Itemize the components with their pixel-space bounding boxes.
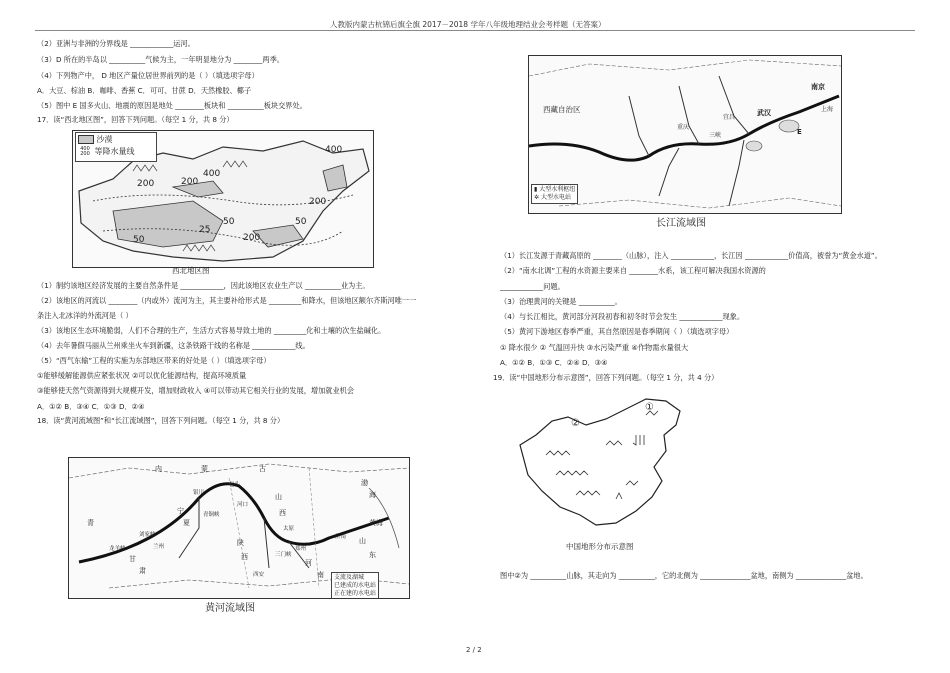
terrain-marker: ① (645, 402, 654, 413)
yangtze-place: 武汉 (757, 109, 771, 117)
yellow-river-map (68, 457, 410, 599)
china-terrain-map (516, 395, 696, 535)
q18-2: （2）“南水北调”工程的水资源主要来自 ________水系，该工程可解决我国水资源的 (500, 266, 766, 275)
legend-item: 已建成的水电站 (334, 582, 377, 589)
header-rule (35, 30, 915, 31)
legend-item (534, 194, 575, 202)
power-station-icon: ✲ (534, 194, 540, 201)
yellow-place: 南 (317, 571, 324, 579)
yellow-place: 青 (87, 519, 94, 527)
yellow-place: 夏 (183, 519, 190, 527)
q19-title: 19．读“中国地形分布示意图”，回答下列问题。（每空 1 分，共 4 分） (493, 373, 719, 382)
isohyet-label: 200 (181, 177, 199, 187)
isohyet-label: 400 (203, 169, 221, 179)
northwest-map (72, 130, 374, 268)
yellow-place: 黄海 (369, 519, 383, 527)
yellow-city: 济南 (335, 534, 347, 540)
yellow-city: 银川 (193, 490, 205, 496)
legend-fraction (78, 147, 92, 157)
terrain-marker: ② (571, 418, 580, 429)
q18-5: （5）黄河下游地区春季严重，其自然原因是春季期间（ ）（填选项字母） (500, 327, 734, 336)
yellow-place: 古 (259, 465, 266, 473)
legend-desert-label: 沙漠 (96, 135, 113, 144)
page-header: 人教版内蒙古杭锦后旗全旗 2017－2018 学年八年级地理结业会考样题（无答案） (330, 20, 606, 29)
yangtze-map (528, 55, 842, 214)
yellow-place: 山 (359, 537, 366, 545)
yellow-place: 肃 (139, 567, 146, 575)
q17-3: （3）该地区生态环境脆弱，人们不合理的生产，生活方式容易导致土地的 _________化和土壤的次生盐碱化。 (37, 326, 386, 335)
yellow-city: 刘家峡 (139, 532, 156, 538)
q17-4: （4）去年暑假马丽从兰州乘坐火车到新疆，这条铁路干线的名称是 ____________线。 (37, 341, 310, 350)
northwest-map-caption: 西北地区图 (172, 266, 210, 275)
yellow-city: 西安 (253, 572, 265, 578)
q16-2: （2）亚洲与非洲的分界线是 ____________运河。 (37, 39, 195, 48)
isohyet-label: 400 (325, 145, 343, 155)
legend-item: 支流及湖城 (334, 574, 365, 581)
yangtze-place: 宜昌 (723, 114, 736, 121)
yellow-place: 蒙 (201, 465, 208, 473)
isohyet-label: 25 (199, 225, 211, 235)
isohyet-label: 50 (295, 217, 307, 227)
q18-4: （4）与长江相比，黄河部分河段初春和初冬时节会发生 ____________现象。 (500, 312, 745, 321)
isohyet-label: 50 (223, 217, 235, 227)
yellow-city: 河口 (237, 502, 249, 508)
yellow-city: 三门峡 (275, 552, 292, 558)
yellow-city: 兰州 (153, 544, 165, 550)
yangtze-place: 重庆 (677, 124, 690, 131)
q17-2-cont: 条注入北冰洋的外流河是（ ） (37, 311, 133, 320)
q18-title: 18．读“黄河流域图”和“长江流域图”，回答下列问题。（每空 1 分，共 8 分） (37, 416, 285, 425)
yellow-place: 内 (155, 465, 162, 473)
q17-title: 17．读“西北地区图”，回答下列问题。（每空 1 分，共 8 分） (37, 115, 234, 124)
china-map-caption: 中国地形分布示意图 (566, 542, 634, 551)
yellow-city: 龙羊峡 (109, 546, 126, 552)
q17-5-options: A．①② B．③④ C．①③ D．②④ (37, 402, 145, 411)
yellow-city: 青铜峡 (203, 512, 220, 518)
isohyet-label: 50 (133, 235, 145, 245)
legend-label: 大型水电站 (540, 194, 571, 201)
legend-item: 正在建的水电站 (334, 590, 377, 597)
yangtze-place: 南京 (811, 83, 825, 91)
yangtze-place: 西藏自治区 (543, 105, 581, 114)
desert-swatch (78, 135, 94, 144)
q16-5: （5）图中 E 国多火山、地震的原因是地处 ________板块和 __________板块交界处。 (37, 101, 307, 110)
legend-isohyet-label: 等降水量线 (94, 147, 135, 156)
yellow-place: 山 (275, 493, 282, 501)
yangtze-place: 上海 (821, 106, 834, 113)
q17-1: （1）制约该地区经济发展的主要自然条件是 ____________，因此该地区农业生产以 __________业为主。 (37, 281, 370, 290)
yangtze-caption: 长江流域图 (656, 218, 706, 229)
yellow-place: 西 (279, 509, 286, 517)
isohyet-label: 200 (309, 197, 327, 207)
yellow-place: 河 (305, 559, 312, 567)
yellow-place: 宁 (177, 507, 184, 515)
yellow-city: 包头 (229, 482, 241, 488)
q17-5: （5）“西气东输”工程的实施为东部地区带来的好处是（ ）（填选项字母） (37, 356, 271, 365)
q18-2-cont: ____________问题。 (500, 282, 565, 291)
legend-fraction-bottom: 200 (80, 150, 90, 157)
q17-5-choice-b: ③能够使天然气资源得到大规模开发，增加财政收入 ④可以带动其它相关行业的发展，增加就业机会 (37, 386, 355, 395)
yellow-river-caption: 黄河流域图 (205, 603, 255, 614)
q18-5-choices: ① 降水很少 ② 气温回升快 ③水污染严重 ④作物需水量很大 (500, 343, 689, 352)
dam-icon: ▮ (534, 186, 538, 193)
northwest-legend (75, 132, 157, 162)
legend-item (534, 186, 575, 194)
q16-4-options: A．大豆、棕油 B．咖啡、香蕉 C．可可、甘蔗 D．天然橡胶、椰子 (37, 86, 252, 95)
yellow-place: 甘 (129, 555, 136, 563)
yangtze-place: E (797, 128, 802, 136)
legend-fraction-top: 400 (80, 145, 90, 152)
yellow-city: 太原 (283, 526, 295, 532)
q18-3: （3）治理黄河的关键是 __________。 (500, 297, 622, 306)
yellow-city: 郑州 (295, 546, 307, 552)
q19-1: 图中②为 __________山脉，其走向为 __________，它的北侧为 ______________盆地，南侧为 ______________盆地。 (500, 571, 868, 580)
yellow-legend (331, 572, 379, 599)
yellow-place: 西 (241, 553, 248, 561)
q18-5-options: A．①② B．①③ C．②④ D．③④ (500, 358, 608, 367)
q17-2: （2）该地区的河流以 ________（内或外）流河为主，其主要补给形式是 _________和降水，但该地区额尔齐斯河唯一一 (37, 296, 417, 305)
isohyet-label: 200 (137, 179, 155, 189)
yellow-place: 渤 (361, 479, 368, 487)
q16-4: （4）下列物产中， D 地区产量位居世界前列的是（ ）（填选项字母） (37, 71, 259, 80)
yangtze-legend (531, 184, 578, 204)
yellow-place: 海 (369, 491, 376, 499)
q17-5-choice-a: ①能够缓解能源供应紧张状况 ②可以优化能源结构，提高环境质量 (37, 371, 247, 380)
yellow-place: 陕 (237, 539, 244, 547)
yellow-place: 东 (369, 551, 376, 559)
q18-1: （1）长江发源于青藏高原的 ________（山脉），注入 ____________，长江因 ____________价值高，被誉为“黄金水道”。 (500, 251, 882, 260)
q16-3: （3）D 所在的半岛以 __________气候为主，一年明显地分为 ________两季。 (37, 55, 284, 64)
legend-label: 大型水利枢纽 (539, 186, 576, 193)
isohyet-label: 200 (243, 233, 261, 243)
page-footer: 2 / 2 (466, 646, 482, 654)
yangtze-place: 三峡 (709, 132, 722, 139)
